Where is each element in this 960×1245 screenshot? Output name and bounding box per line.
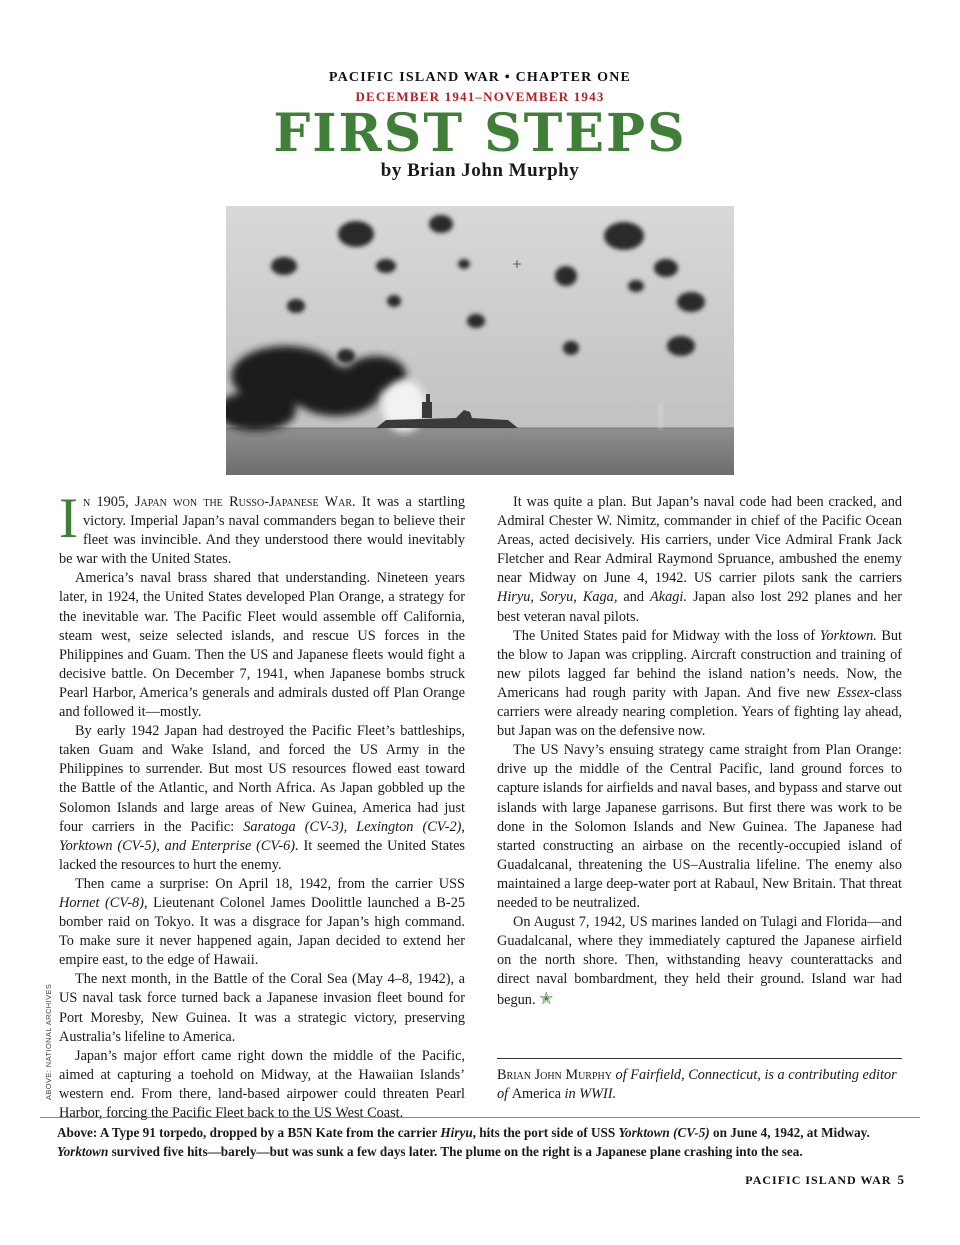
text: of Fairfield, Connecticut, is a contributing editor of xyxy=(497,1067,897,1103)
battle-photo xyxy=(226,206,734,475)
byline: by Brian John Murphy xyxy=(380,160,580,181)
photo-caption xyxy=(57,1124,903,1161)
ship-name: Hiryu xyxy=(440,1125,473,1140)
date-range: DECEMBER 1941–NOVEMBER 1943 xyxy=(355,89,605,104)
paragraph xyxy=(497,627,902,742)
text: in WWII. xyxy=(560,1086,617,1103)
paragraph xyxy=(497,913,902,1010)
photo-credit: ABOVE: NATIONAL ARCHIVES xyxy=(44,983,53,1100)
paragraph xyxy=(497,493,902,627)
page-number: 5 xyxy=(897,1172,905,1187)
footer-label: PACIFIC ISLAND WAR xyxy=(745,1173,892,1187)
text: survived five hits—barely—but was sunk a few days later. The plume on the right is a Japanese plane crashing into the sea. xyxy=(108,1143,803,1159)
drop-cap: I xyxy=(59,487,78,550)
paragraph xyxy=(59,487,465,569)
ship-name: Yorktown xyxy=(57,1143,109,1159)
text: It seemed the United States lacked the resources to hurt the enemy. xyxy=(59,837,465,873)
article-column-right xyxy=(497,493,902,1011)
caption-divider xyxy=(40,1117,920,1118)
text: Then came a surprise: On April 18, 1942, from the carrier USS xyxy=(75,875,465,892)
paragraph: The US Navy’s ensuing strategy came straight from Plan Orange: drive up the middle of the Central Pacific, land ground forces to capture islands for airfields and naval bases, and bypass and starve out islands with large Japanese garrisons. But first there was work to be done in the Solomon Islands and New Guinea. The Japanese had started constructing an airbase on the recently-occupied island of Guadalcanal, threatening the US–Australia lifeline. The enemy also maintained a large deep-water port at Rabaul, New Britain. That threat needed to be neutralized. xyxy=(497,742,902,911)
text: , hits the port side of USS xyxy=(472,1125,619,1140)
ship-names: Hiryu, Soryu, Kaga, xyxy=(497,589,618,606)
text: , Lieutenant Colonel James Doolittle launched a B-25 bomber raid on Tokyo. It was a disgrace for Japan’s high command. To make sure it never happened again, Japan decided to extend her empire east, to the edge of Hawaii. xyxy=(59,894,465,969)
page-title: FIRST STEPS xyxy=(273,103,687,164)
text: It was a startling victory. Imperial Japan’s naval commanders began to believe their fleet was invincible. And they understood there would inevitably be war with the United States. xyxy=(59,494,465,568)
text: on June 4, 1942, at Midway. xyxy=(709,1125,870,1140)
author-name: Brian John Murphy xyxy=(497,1067,612,1083)
section-kicker: PACIFIC ISLAND WAR • CHAPTER ONE xyxy=(328,70,632,85)
paragraph: The next month, in the Battle of the Coral Sea (May 4–8, 1942), a US naval task force turned back a Japanese invasion fleet bound for Port Moresby, New Guinea. It was a strategic victory, preserving Australia’s lifeline to America. xyxy=(59,971,465,1045)
bio-divider xyxy=(497,1058,902,1059)
page-footer xyxy=(745,1172,905,1188)
lead-in: n 1905, Japan won the Russo-Japanese War. xyxy=(82,494,356,510)
paragraph xyxy=(59,722,465,875)
text: But the blow to Japan was crippling. Aircraft construction and training of new pilots lagged far behind the island nation’s needs. Now, the Americans had rough parity with Japan. And five new xyxy=(497,627,902,701)
article-column-left xyxy=(59,487,465,1123)
text: Japan also lost 292 planes and her best veteran naval pilots. xyxy=(497,589,903,625)
text: The United States paid for Midway with the loss of xyxy=(513,627,820,644)
ship-names: Saratoga (CV-3), Lexington (CV-2), Yorktown (CV-5), and Enterprise (CV-6). xyxy=(59,818,465,854)
ship-name: Hornet (CV-8) xyxy=(59,894,144,911)
text: On August 7, 1942, US marines landed on Tulagi and Florida—and Guadalcanal, where they immediately captured the Japanese airfield on the north shore. Then, withstanding heavy counterattacks and direct naval bombardment, they held their ground. Island war had begun. xyxy=(497,914,902,1009)
text: -class carriers were already nearing completion. Years of fighting lay ahead, but Japan was on the defensive now. xyxy=(497,684,902,740)
text: By early 1942 Japan had destroyed the Pacific Fleet’s battleships, taken Guam and Wake Island, and forced the US Army in the Philippines to surrender. But most US resources flowed east toward the Battle of the Atlantic, and North Africa. As Japan gobbled up the Solomon Islands and large areas of New Guinea, America had just four carriers in the Pacific: xyxy=(59,723,465,835)
svg-text:+: + xyxy=(512,257,523,271)
text: It was quite a plan. But Japan’s naval code had been cracked, and Admiral Chester W. Nimitz, commander in chief of the Pacific Ocean Areas, acted decisively. His carriers, under Vice Admiral Frank Jack Fletcher and Rear Admiral Raymond Spruance, ambushed the enemy near Midway on June 4, 1942. US carrier pilots sank the carriers xyxy=(497,494,902,587)
end-mark-star-icon: ✭ xyxy=(539,989,554,1009)
ship-name: Yorktown. xyxy=(819,627,877,644)
text: and xyxy=(617,589,651,606)
paragraph xyxy=(59,875,465,970)
paragraph: Japan’s major effort came right down the middle of the Pacific, aimed at capturing a toehold on Midway, at the Hawaiian Islands’ western end. From there, land-based airpower could threaten Pearl Harbor, forcing the Pacific Fleet back to the US West Coast. xyxy=(59,1047,465,1121)
author-bio xyxy=(497,1066,902,1104)
ship-name: Yorktown (CV-5) xyxy=(618,1125,710,1140)
paragraph: America’s naval brass shared that understanding. Nineteen years later, in 1924, the United States developed Plan Orange, a strategy for the inevitable war. The Pacific Fleet would assemble off California, steam west, seize selected islands, and rescue US forces in the Philippines and Guam. Then the US and Japanese fleets would fight a decisive battle. On December 7, 1941, when Japanese bombs struck Pearl Harbor, America’s generals and admirals dusted off Plan Orange and followed it—mostly. xyxy=(59,570,465,721)
ship-name: Akagi. xyxy=(650,589,687,606)
magazine-name: America xyxy=(511,1086,561,1103)
text: Above: A Type 91 torpedo, dropped by a B5N Kate from the carrier xyxy=(57,1125,441,1140)
ship-class: Essex xyxy=(836,684,870,701)
